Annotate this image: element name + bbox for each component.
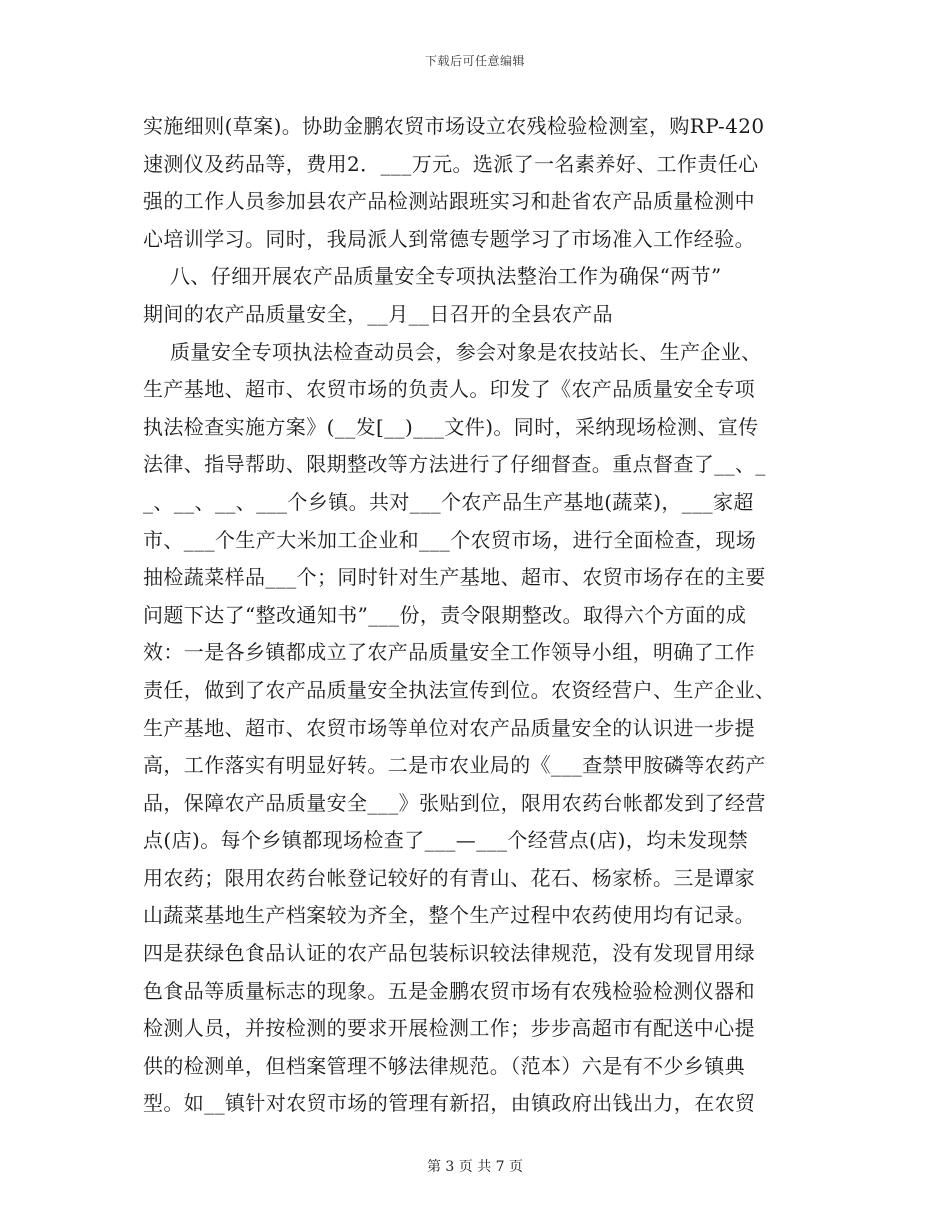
text-line: 抽检蔬菜样品___个；同时针对生产基地、超市、农贸市场存在的主要: [143, 565, 766, 590]
text-line: 高，工作落实有明显好转。二是市农业局的《___查禁甲胺磷等农药产: [143, 753, 766, 778]
text-line: 期间的农产品质量安全，__月__日召开的全县农产品: [143, 301, 613, 326]
text-line: 生产基地、超市、农贸市场的负责人。印发了《农产品质量安全专项: [143, 377, 755, 402]
text-line: 实施细则(草案)。协助金鹏农贸市场设立农残检验检测室，购RP-420: [143, 114, 765, 138]
text-line: 点(店)。每个乡镇都现场检查了___—___个经营点(店)，均未发现禁: [143, 828, 749, 853]
text-line: 问题下达了“整改通知书”___份，责令限期整改。取得六个方面的成: [143, 602, 747, 627]
page-number: 第 3 页 共 7 页: [426, 1159, 524, 1175]
text-line: 责任，做到了农产品质量安全执法宣传到位。农资经营户、生产企业、: [143, 677, 776, 702]
text-line: 生产基地、超市、农贸市场等单位对农产品质量安全的认识进一步提: [143, 715, 755, 740]
text-line: 八、仔细开展农产品质量安全专项执法整治工作为确保“两节”: [143, 264, 722, 289]
text-line: 强的工作人员参加县农产品检测站跟班实习和赴省农产品质量检测中: [143, 189, 755, 214]
text-line: 四是获绿色食品认证的农产品包装标识较法律规范，没有发现冒用绿: [143, 941, 755, 966]
text-line: 品，保障农产品质量安全___》张贴到位，限用农药台帐都发到了经营: [143, 790, 766, 815]
text-line: 供的检测单，但档案管理不够法律规范。（范本）六是有不少乡镇典: [143, 1053, 745, 1078]
text-line: 山蔬菜基地生产档案较为齐全，整个生产过程中农药使用均有记录。: [143, 903, 755, 928]
text-line: 型。如__镇针对农贸市场的管理有新招，由镇政府出钱出力，在农贸: [143, 1091, 756, 1116]
text-line: 法律、指导帮助、限期整改等方法进行了仔细督查。重点督查了__、_: [143, 452, 766, 477]
text-line: 执法检查实施方案》(__发[__)___文件)。同时，采纳现场检测、宣传: [143, 414, 759, 439]
text-line: 质量安全专项执法检查动员会，参会对象是农技站长、生产企业、: [143, 339, 762, 364]
text-line: 效：一是各乡镇都成立了农产品质量安全工作领导小组，明确了工作: [143, 640, 755, 665]
text-line: 市、___个生产大米加工企业和___个农贸市场，进行全面检查，现场: [143, 527, 757, 552]
text-line: 用农药；限用农药台帐登记较好的有青山、花石、杨家桥。三是谭家: [143, 865, 755, 890]
text-line: 速测仪及药品等，费用2．___万元。选派了一名素养好、工作责任心: [143, 151, 759, 176]
text-line: 心培训学习。同时，我局派人到常德专题学习了市场准入工作经验。: [143, 226, 755, 251]
document-body: [143, 108, 809, 1123]
text-line: 检测人员，并按检测的要求开展检测工作；步步高超市有配送中心提: [143, 1016, 755, 1041]
text-line: 色食品等质量标志的现象。五是金鹏农贸市场有农残检验检测仪器和: [143, 978, 755, 1003]
text-line: _、__、__、___个乡镇。共对___个农产品生产基地(蔬菜)，___家超: [143, 489, 754, 514]
header-note: 下载后可任意编辑: [424, 54, 525, 68]
